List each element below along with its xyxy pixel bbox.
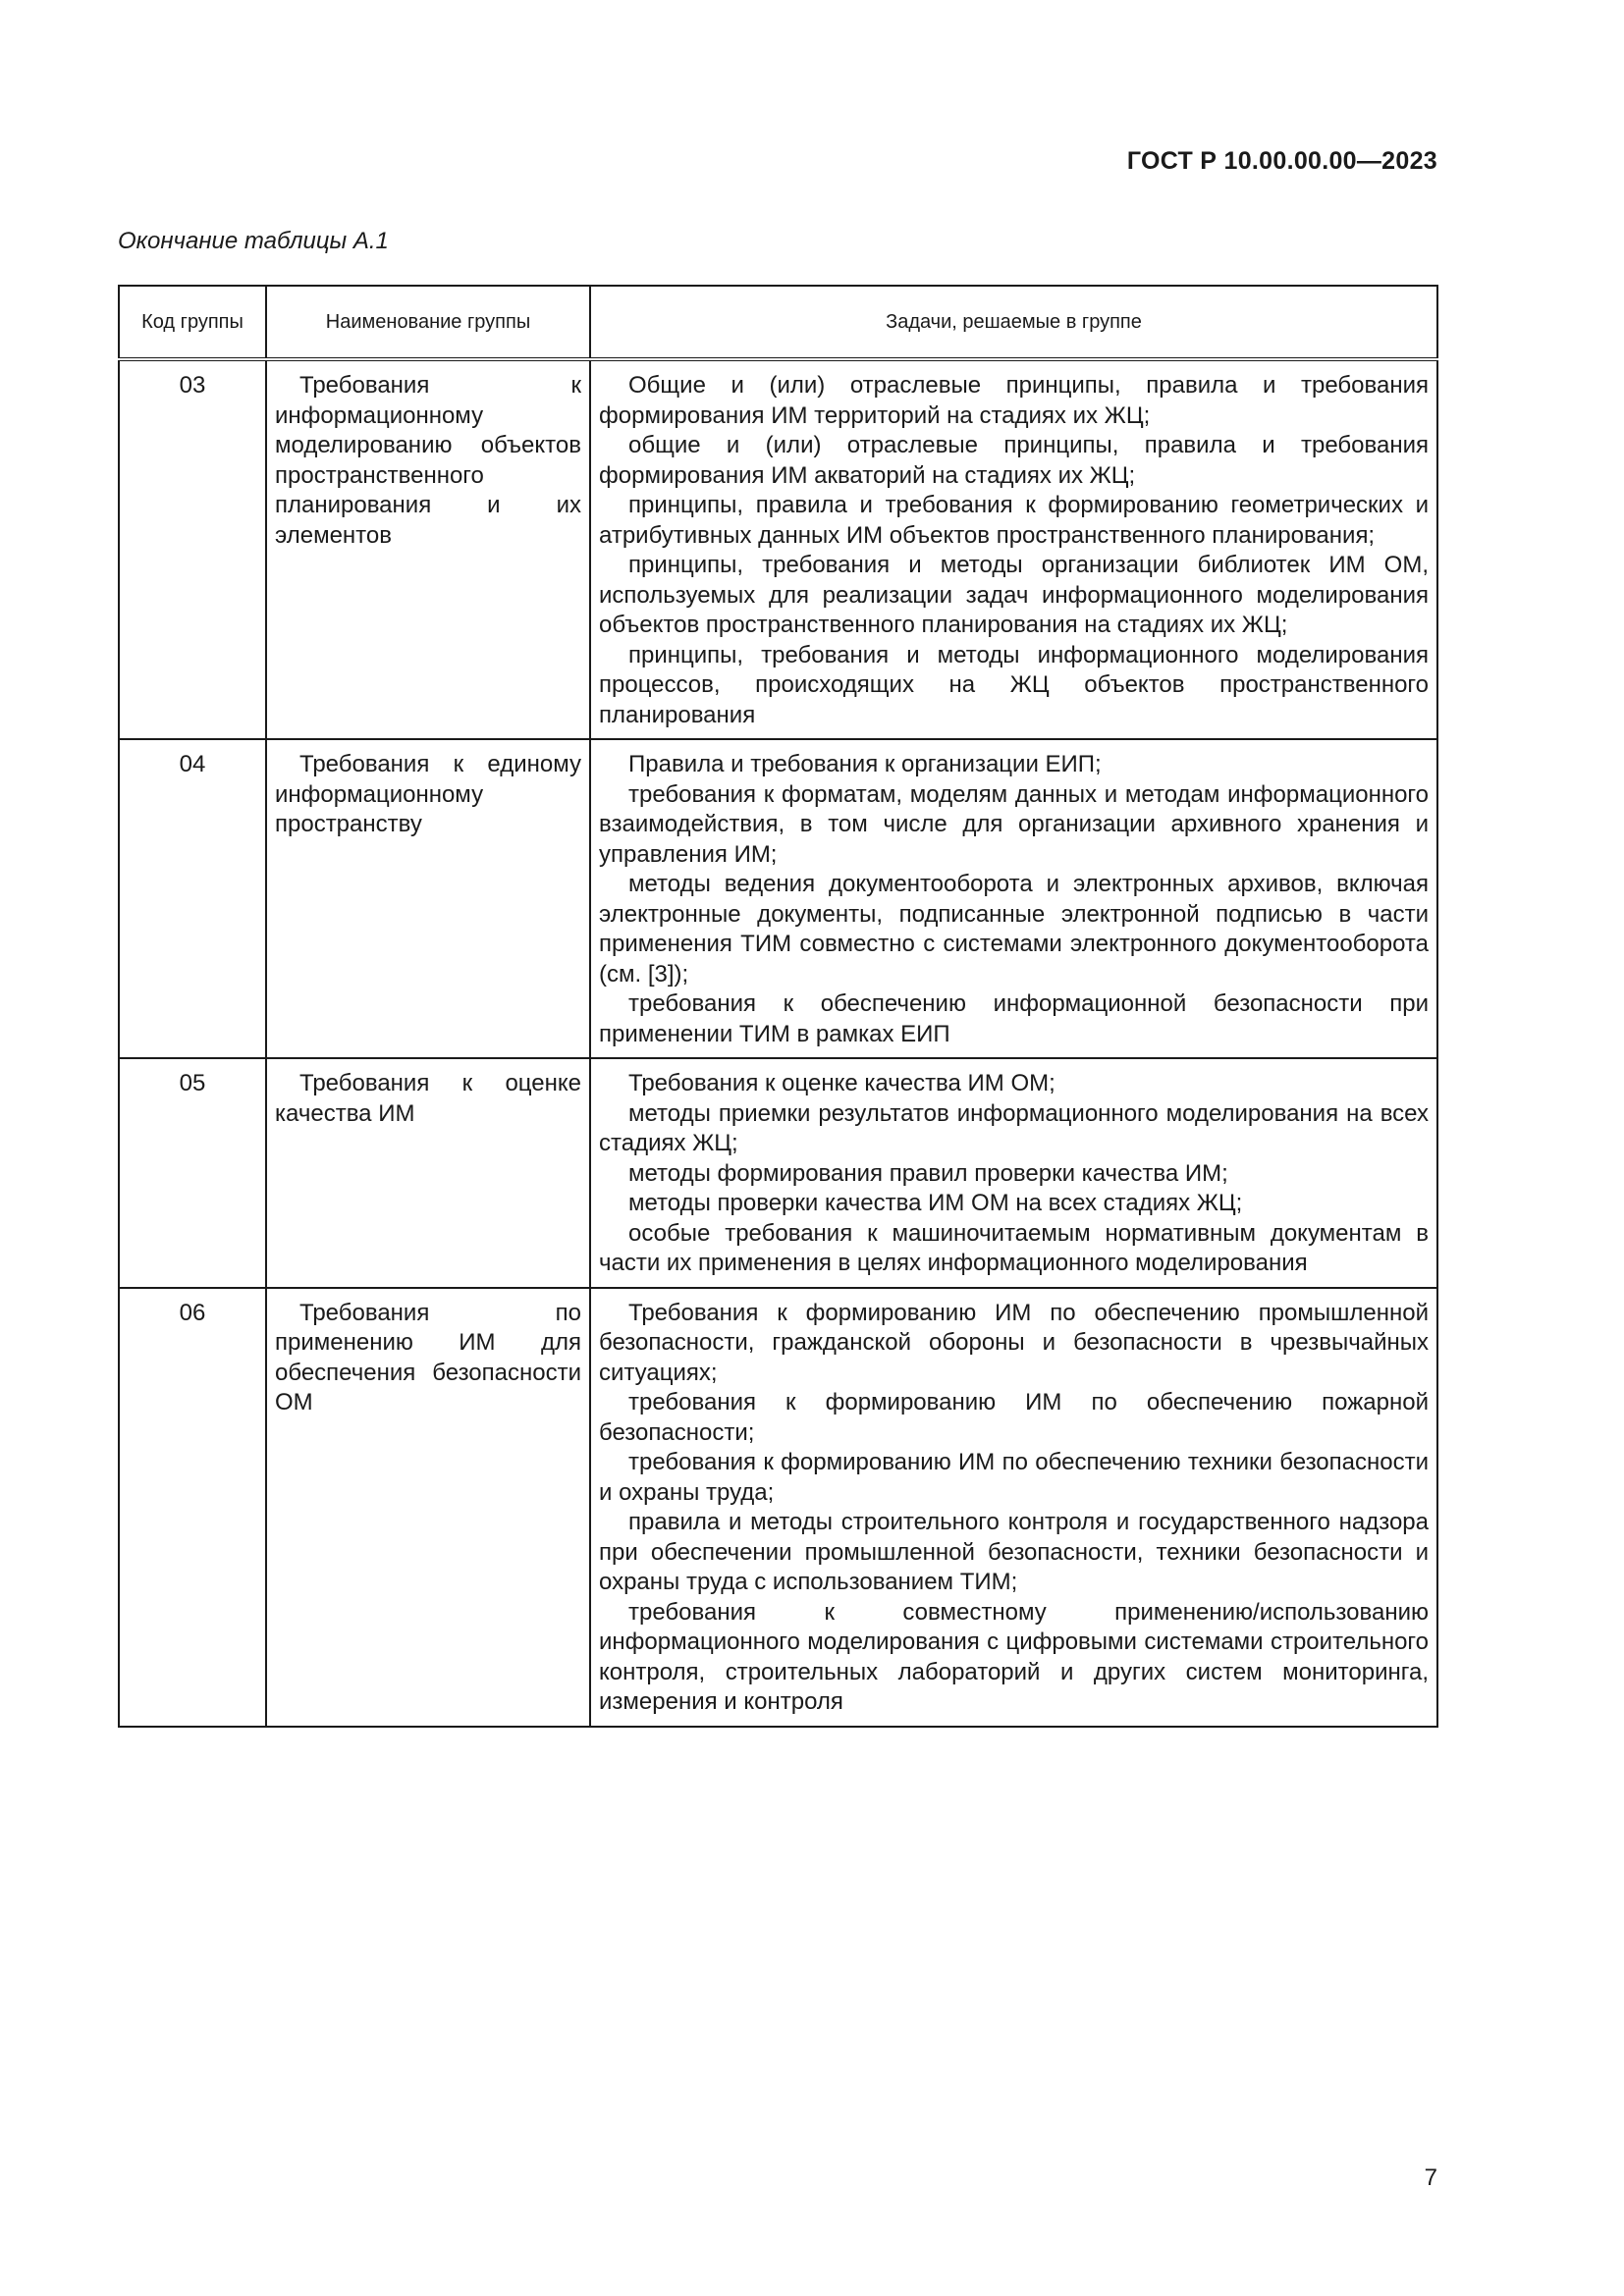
task-item: требования к формированию ИМ по обеспечению техники безопасности и охраны труда; [599,1449,1429,1506]
task-item: Общие и (или) отраслевые принципы, правила и требования формирования ИМ территорий на стадиях их ЖЦ; [599,372,1429,429]
group-name-cell [266,1288,590,1727]
column-header-tasks: Задачи, решаемые в группе [590,286,1437,359]
group-code: 04 [119,739,266,1058]
group-code: 05 [119,1058,266,1288]
group-tasks [590,739,1437,1058]
task-item: Требования к оценке качества ИМ ОМ; [628,1070,1056,1096]
task-item: особые требования к машиночитаемым нормативным документам в части их применения в целях информационного моделирования [599,1219,1429,1276]
task-item: принципы, правила и требования к формированию геометрических и атрибутивных данных ИМ объектов пространственного планирования; [599,492,1429,549]
task-item: принципы, требования и методы информационного моделирования процессов, происходящих на ЖЦ объектов пространственного планирования [599,641,1429,728]
table-caption: Окончание таблицы А.1 [118,228,389,254]
table-row [119,359,1437,739]
group-code: 06 [119,1288,266,1727]
table-row [119,1288,1437,1727]
group-tasks [590,1058,1437,1288]
table-row [119,1058,1437,1288]
groups-table [118,285,1438,1728]
group-name: Требования к информационному моделированию объектов пространственного планирования и их элементов [275,372,581,549]
group-name-cell [266,1058,590,1288]
page-number: 7 [1424,2164,1437,2191]
column-header-name: Наименование группы [266,286,590,359]
task-item: методы ведения документооборота и электронных архивов, включая электронные документы, подписанные электронной подписью в части применения ТИМ совместно с системами электронного документооборота (см. [3]); [599,871,1429,988]
task-item: Правила и требования к организации ЕИП; [628,751,1102,777]
group-name: Требования к оценке качества ИМ [275,1070,581,1127]
group-name: Требования к единому информационному пространству [275,751,581,837]
task-item: Требования к формированию ИМ по обеспечению промышленной безопасности, гражданской обороны и безопасности в чрезвычайных ситуациях; [599,1299,1429,1386]
group-name: Требования по применению ИМ для обеспечения безопасности ОМ [275,1299,581,1415]
group-tasks [590,359,1437,739]
task-item: требования к совместному применению/использованию информационного моделирования с цифровыми системами строительного контроля, строительных лабораторий и других систем мониторинга, измерения и контроля [599,1598,1429,1715]
group-code: 03 [119,359,266,739]
task-item: общие и (или) отраслевые принципы, правила и требования формирования ИМ акваторий на стадиях их ЖЦ; [599,432,1429,489]
group-name-cell [266,739,590,1058]
document-code: ГОСТ Р 10.00.00.00—2023 [1126,147,1437,175]
task-item: методы проверки качества ИМ ОМ на всех стадиях ЖЦ; [628,1190,1243,1216]
task-item: правила и методы строительного контроля и государственного надзора при обеспечении промышленной безопасности, техники безопасности и охраны труда с использованием ТИМ; [599,1509,1429,1595]
task-item: требования к формированию ИМ по обеспечению пожарной безопасности; [599,1389,1429,1446]
task-item: принципы, требования и методы организации библиотек ИМ ОМ, используемых для реализации задач информационного моделирования объектов пространственного планирования на стадиях их ЖЦ; [599,552,1429,638]
task-item: методы формирования правил проверки качества ИМ; [628,1159,1228,1187]
group-tasks [590,1288,1437,1727]
group-name-cell [266,359,590,739]
task-item: методы приемки результатов информационного моделирования на всех стадиях ЖЦ; [599,1099,1429,1156]
task-item: требования к форматам, моделям данных и методам информационного взаимодействия, в том числе для организации архивного хранения и управления ИМ; [599,780,1429,868]
table-header-row [119,286,1437,359]
table-row [119,739,1437,1058]
task-item: требования к обеспечению информационной безопасности при применении ТИМ в рамках ЕИП [599,990,1429,1047]
column-header-code: Код группы [119,286,266,359]
